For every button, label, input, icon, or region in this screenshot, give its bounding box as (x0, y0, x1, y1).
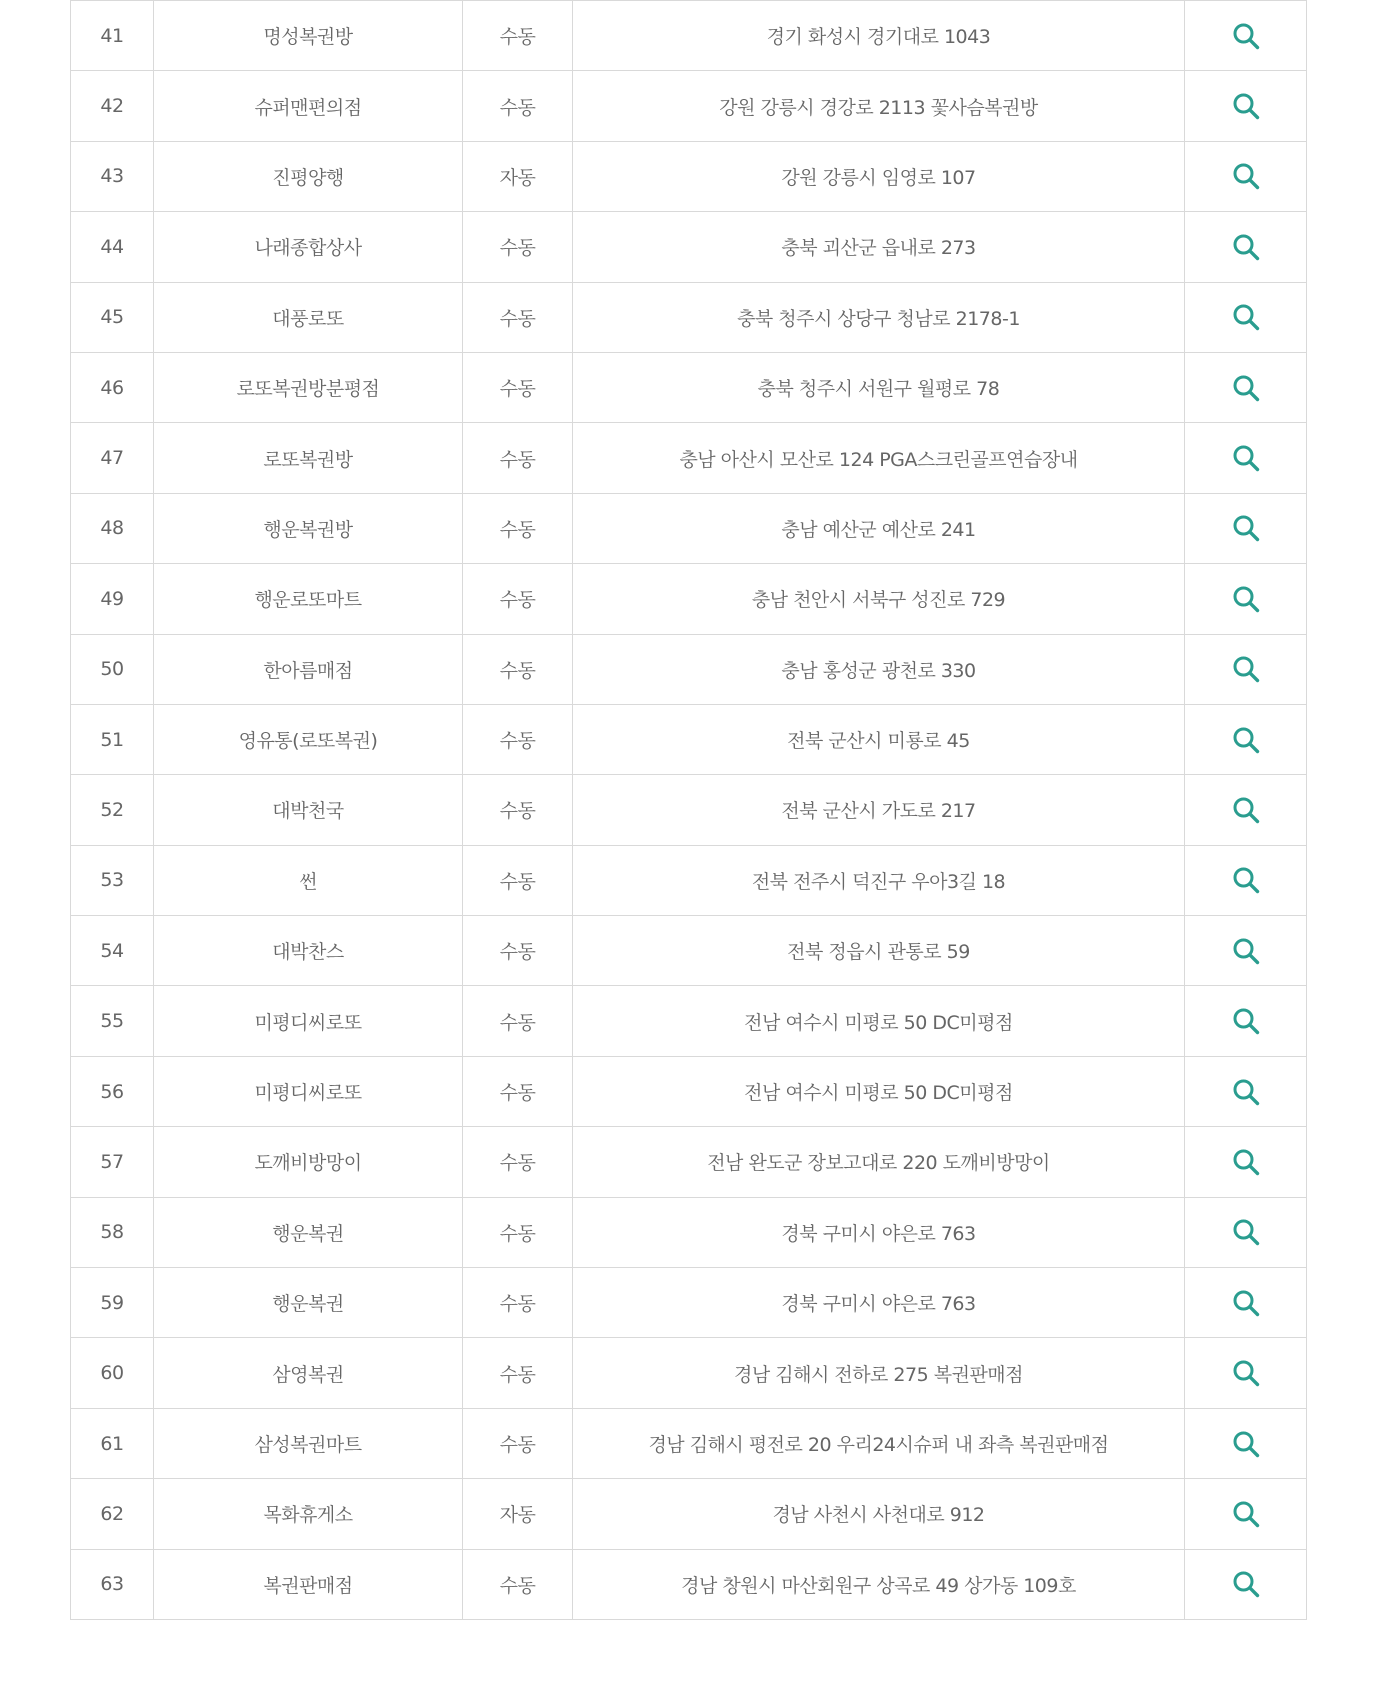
store-address: 전북 군산시 가도로 217 (573, 775, 1185, 845)
selection-type: 수동 (463, 1549, 573, 1619)
store-address: 충남 예산군 예산로 241 (573, 493, 1185, 563)
store-address: 경기 화성시 경기대로 1043 (573, 1, 1185, 71)
store-address: 강원 강릉시 임영로 107 (573, 141, 1185, 211)
store-address: 경남 사천시 사천대로 912 (573, 1479, 1185, 1549)
view-cell (1185, 71, 1307, 141)
search-icon (1231, 584, 1261, 614)
view-cell (1185, 1479, 1307, 1549)
store-name: 행운복권 (154, 1268, 463, 1338)
search-icon (1231, 91, 1261, 121)
store-address: 전북 군산시 미룡로 45 (573, 704, 1185, 774)
search-icon (1231, 302, 1261, 332)
row-number: 57 (71, 1127, 154, 1197)
search-icon (1231, 1499, 1261, 1529)
row-number: 62 (71, 1479, 154, 1549)
selection-type: 수동 (463, 493, 573, 563)
store-address: 경남 김해시 평전로 20 우리24시슈퍼 내 좌측 복권판매점 (573, 1408, 1185, 1478)
view-cell (1185, 1, 1307, 71)
row-number: 50 (71, 634, 154, 704)
store-address: 전남 여수시 미평로 50 DC미평점 (573, 1056, 1185, 1126)
view-cell (1185, 1338, 1307, 1408)
view-cell (1185, 493, 1307, 563)
view-cell (1185, 1127, 1307, 1197)
table-row (71, 423, 1307, 493)
view-location-button[interactable] (1231, 865, 1261, 895)
row-number: 55 (71, 986, 154, 1056)
row-number: 49 (71, 564, 154, 634)
selection-type: 수동 (463, 1197, 573, 1267)
store-name: 삼성복권마트 (154, 1408, 463, 1478)
view-cell (1185, 704, 1307, 774)
search-icon (1231, 513, 1261, 543)
view-location-button[interactable] (1231, 1077, 1261, 1107)
search-icon (1231, 1217, 1261, 1247)
view-cell (1185, 423, 1307, 493)
selection-type: 수동 (463, 916, 573, 986)
table-row (71, 493, 1307, 563)
store-name: 로또복권방분평점 (154, 352, 463, 422)
store-address: 충남 아산시 모산로 124 PGA스크린골프연습장내 (573, 423, 1185, 493)
selection-type: 수동 (463, 71, 573, 141)
selection-type: 수동 (463, 704, 573, 774)
view-cell (1185, 1408, 1307, 1478)
selection-type: 수동 (463, 775, 573, 845)
view-location-button[interactable] (1231, 91, 1261, 121)
view-location-button[interactable] (1231, 373, 1261, 403)
store-name: 행운복권방 (154, 493, 463, 563)
view-location-button[interactable] (1231, 1147, 1261, 1177)
store-address: 충북 청주시 서원구 월평로 78 (573, 352, 1185, 422)
store-name: 미평디씨로또 (154, 986, 463, 1056)
view-cell (1185, 141, 1307, 211)
selection-type: 수동 (463, 1408, 573, 1478)
search-icon (1231, 1429, 1261, 1459)
view-cell (1185, 1549, 1307, 1619)
search-icon (1231, 1358, 1261, 1388)
store-name: 진평양행 (154, 141, 463, 211)
search-icon (1231, 1077, 1261, 1107)
table-row (71, 282, 1307, 352)
view-cell (1185, 1268, 1307, 1338)
view-cell (1185, 916, 1307, 986)
store-name: 행운로또마트 (154, 564, 463, 634)
store-name: 나래종합상사 (154, 212, 463, 282)
view-location-button[interactable] (1231, 1288, 1261, 1318)
row-number: 53 (71, 845, 154, 915)
table-row (71, 1197, 1307, 1267)
table-row (71, 845, 1307, 915)
store-name: 목화휴게소 (154, 1479, 463, 1549)
view-cell (1185, 352, 1307, 422)
view-cell (1185, 845, 1307, 915)
table-row (71, 986, 1307, 1056)
view-cell (1185, 282, 1307, 352)
row-number: 47 (71, 423, 154, 493)
selection-type: 수동 (463, 212, 573, 282)
store-address: 전북 정읍시 관통로 59 (573, 916, 1185, 986)
view-location-button[interactable] (1231, 513, 1261, 543)
winning-stores-table (70, 0, 1307, 1620)
view-location-button[interactable] (1231, 1429, 1261, 1459)
view-location-button[interactable] (1231, 21, 1261, 51)
selection-type: 수동 (463, 423, 573, 493)
table-row (71, 141, 1307, 211)
row-number: 45 (71, 282, 154, 352)
view-location-button[interactable] (1231, 795, 1261, 825)
table-row (71, 775, 1307, 845)
store-name: 대박천국 (154, 775, 463, 845)
store-name: 영유통(로또복권) (154, 704, 463, 774)
store-address: 강원 강릉시 경강로 2113 꽃사슴복권방 (573, 71, 1185, 141)
search-icon (1231, 373, 1261, 403)
row-number: 56 (71, 1056, 154, 1126)
view-location-button[interactable] (1231, 654, 1261, 684)
selection-type: 수동 (463, 1127, 573, 1197)
view-location-button[interactable] (1231, 1569, 1261, 1599)
view-cell (1185, 1197, 1307, 1267)
table-row (71, 1549, 1307, 1619)
view-location-button[interactable] (1231, 725, 1261, 755)
row-number: 44 (71, 212, 154, 282)
store-address: 충남 천안시 서북구 성진로 729 (573, 564, 1185, 634)
row-number: 48 (71, 493, 154, 563)
store-name: 행운복권 (154, 1197, 463, 1267)
row-number: 58 (71, 1197, 154, 1267)
store-name: 대풍로또 (154, 282, 463, 352)
table-row (71, 634, 1307, 704)
table-row (71, 1127, 1307, 1197)
search-icon (1231, 161, 1261, 191)
search-icon (1231, 21, 1261, 51)
store-name: 썬 (154, 845, 463, 915)
store-address: 충북 괴산군 읍내로 273 (573, 212, 1185, 282)
selection-type: 수동 (463, 634, 573, 704)
search-icon (1231, 795, 1261, 825)
store-name: 슈퍼맨편의점 (154, 71, 463, 141)
table-row (71, 564, 1307, 634)
view-cell (1185, 564, 1307, 634)
store-address: 경남 창원시 마산회원구 상곡로 49 상가동 109호 (573, 1549, 1185, 1619)
row-number: 42 (71, 71, 154, 141)
store-address: 전남 여수시 미평로 50 DC미평점 (573, 986, 1185, 1056)
store-name: 복권판매점 (154, 1549, 463, 1619)
search-icon (1231, 725, 1261, 755)
row-number: 52 (71, 775, 154, 845)
view-location-button[interactable] (1231, 1217, 1261, 1247)
store-list-table (70, 0, 1306, 1620)
search-icon (1231, 654, 1261, 684)
view-cell (1185, 634, 1307, 704)
store-name: 대박찬스 (154, 916, 463, 986)
view-location-button[interactable] (1231, 302, 1261, 332)
store-address: 경북 구미시 야은로 763 (573, 1268, 1185, 1338)
table-row (71, 1408, 1307, 1478)
search-icon (1231, 443, 1261, 473)
store-name: 한아름매점 (154, 634, 463, 704)
row-number: 63 (71, 1549, 154, 1619)
store-name: 삼영복권 (154, 1338, 463, 1408)
search-icon (1231, 936, 1261, 966)
view-cell (1185, 775, 1307, 845)
store-address: 충남 홍성군 광천로 330 (573, 634, 1185, 704)
row-number: 61 (71, 1408, 154, 1478)
table-body (71, 1, 1307, 1620)
view-cell (1185, 986, 1307, 1056)
selection-type: 수동 (463, 282, 573, 352)
store-name: 도깨비방망이 (154, 1127, 463, 1197)
view-cell (1185, 1056, 1307, 1126)
view-location-button[interactable] (1231, 161, 1261, 191)
view-location-button[interactable] (1231, 443, 1261, 473)
view-location-button[interactable] (1231, 232, 1261, 262)
row-number: 54 (71, 916, 154, 986)
view-location-button[interactable] (1231, 1499, 1261, 1529)
store-address: 충북 청주시 상당구 청남로 2178-1 (573, 282, 1185, 352)
selection-type: 수동 (463, 1, 573, 71)
table-row (71, 71, 1307, 141)
store-address: 전북 전주시 덕진구 우아3길 18 (573, 845, 1185, 915)
table-row (71, 1268, 1307, 1338)
view-location-button[interactable] (1231, 1358, 1261, 1388)
table-row (71, 1056, 1307, 1126)
view-location-button[interactable] (1231, 1006, 1261, 1036)
store-name: 로또복권방 (154, 423, 463, 493)
search-icon (1231, 1288, 1261, 1318)
store-address: 전남 완도군 장보고대로 220 도깨비방망이 (573, 1127, 1185, 1197)
selection-type: 수동 (463, 845, 573, 915)
search-icon (1231, 1569, 1261, 1599)
selection-type: 수동 (463, 986, 573, 1056)
table-row (71, 1, 1307, 71)
search-icon (1231, 232, 1261, 262)
row-number: 46 (71, 352, 154, 422)
search-icon (1231, 1006, 1261, 1036)
store-address: 경남 김해시 전하로 275 복권판매점 (573, 1338, 1185, 1408)
row-number: 60 (71, 1338, 154, 1408)
store-name: 미평디씨로또 (154, 1056, 463, 1126)
row-number: 41 (71, 1, 154, 71)
table-row (71, 212, 1307, 282)
selection-type: 수동 (463, 1338, 573, 1408)
selection-type: 자동 (463, 1479, 573, 1549)
row-number: 43 (71, 141, 154, 211)
store-name: 명성복권방 (154, 1, 463, 71)
table-row (71, 704, 1307, 774)
table-row (71, 916, 1307, 986)
selection-type: 자동 (463, 141, 573, 211)
store-address: 경북 구미시 야은로 763 (573, 1197, 1185, 1267)
selection-type: 수동 (463, 1056, 573, 1126)
row-number: 59 (71, 1268, 154, 1338)
search-icon (1231, 1147, 1261, 1177)
table-row (71, 352, 1307, 422)
view-cell (1185, 212, 1307, 282)
search-icon (1231, 865, 1261, 895)
row-number: 51 (71, 704, 154, 774)
selection-type: 수동 (463, 1268, 573, 1338)
table-row (71, 1479, 1307, 1549)
view-location-button[interactable] (1231, 936, 1261, 966)
table-row (71, 1338, 1307, 1408)
view-location-button[interactable] (1231, 584, 1261, 614)
selection-type: 수동 (463, 352, 573, 422)
selection-type: 수동 (463, 564, 573, 634)
